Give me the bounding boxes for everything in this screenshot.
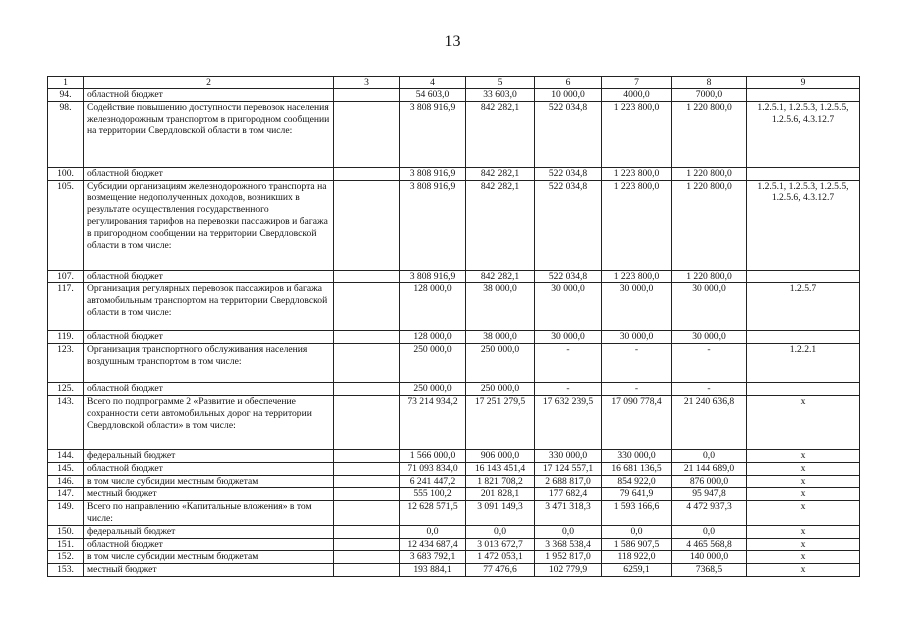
row-number-cell: 107. (48, 270, 84, 283)
amount-cell: 1 952 817,0 (535, 551, 602, 564)
empty-cell (334, 488, 400, 501)
table-row (48, 564, 860, 577)
column-header: 2 (84, 77, 334, 89)
table-row (48, 395, 860, 449)
row-name-cell: Всего по подпрограмме 2 «Развитие и обеспечение сохранности сети автомобильных дорог на территории Свердловской области» в том числе: (84, 395, 334, 449)
amount-cell: 7000,0 (672, 89, 747, 102)
amount-cell: 3 091 149,3 (466, 501, 535, 526)
row-number-cell: 123. (48, 344, 84, 383)
column-header: 6 (535, 77, 602, 89)
row-number-cell: 119. (48, 331, 84, 344)
empty-cell (334, 101, 400, 167)
amount-cell: 522 034,8 (535, 167, 602, 180)
row-number-cell: 98. (48, 101, 84, 167)
amount-cell: 17 124 557,1 (535, 462, 602, 475)
empty-cell (334, 331, 400, 344)
empty-cell (334, 564, 400, 577)
empty-cell (334, 344, 400, 383)
amount-cell: 128 000,0 (400, 331, 466, 344)
amount-cell: 3 013 672,7 (466, 538, 535, 551)
amount-cell: 16 681 136,5 (602, 462, 672, 475)
amount-cell: 250 000,0 (400, 344, 466, 383)
column-header: 3 (334, 77, 400, 89)
amount-cell: 842 282,1 (466, 270, 535, 283)
table-row (48, 383, 860, 396)
target-indicator-cell (747, 383, 860, 396)
empty-cell (334, 283, 400, 331)
row-name-cell: областной бюджет (84, 383, 334, 396)
target-indicator-cell: 1.2.5.7 (747, 283, 860, 331)
row-number-cell: 145. (48, 462, 84, 475)
table-row (48, 101, 860, 167)
empty-cell (334, 475, 400, 488)
amount-cell: 330 000,0 (602, 449, 672, 462)
column-header: 1 (48, 77, 84, 89)
page-number: 13 (444, 33, 461, 50)
target-indicator-cell (747, 270, 860, 283)
amount-cell: 250 000,0 (466, 344, 535, 383)
row-name-cell: Содействие повышению доступности перевозок населения железнодорожным транспортом в пригородном сообщении на территории Свердловской области в том числе: (84, 101, 334, 167)
empty-cell (334, 383, 400, 396)
amount-cell: 1 586 907,5 (602, 538, 672, 551)
amount-cell: 3 471 318,3 (535, 501, 602, 526)
amount-cell: 17 090 778,4 (602, 395, 672, 449)
row-number-cell: 152. (48, 551, 84, 564)
amount-cell: 177 682,4 (535, 488, 602, 501)
amount-cell: 1 220 800,0 (672, 270, 747, 283)
amount-cell: 7368,5 (672, 564, 747, 577)
amount-cell: 1 223 800,0 (602, 167, 672, 180)
table-row (48, 462, 860, 475)
amount-cell: 3 368 538,4 (535, 538, 602, 551)
amount-cell: 6259,1 (602, 564, 672, 577)
column-header: 5 (466, 77, 535, 89)
table-row (48, 180, 860, 270)
amount-cell: 1 220 800,0 (672, 167, 747, 180)
amount-cell: 0,0 (672, 525, 747, 538)
amount-cell: 0,0 (400, 525, 466, 538)
amount-cell: 30 000,0 (535, 283, 602, 331)
amount-cell: 30 000,0 (602, 331, 672, 344)
table-row (48, 270, 860, 283)
table-header-row (48, 77, 860, 89)
target-indicator-cell: x (747, 462, 860, 475)
row-number-cell: 153. (48, 564, 84, 577)
target-indicator-cell: x (747, 525, 860, 538)
empty-cell (334, 449, 400, 462)
row-number-cell: 146. (48, 475, 84, 488)
row-number-cell: 125. (48, 383, 84, 396)
empty-cell (334, 501, 400, 526)
amount-cell: 1 220 800,0 (672, 101, 747, 167)
target-indicator-cell: x (747, 538, 860, 551)
amount-cell: 102 779,9 (535, 564, 602, 577)
amount-cell: 906 000,0 (466, 449, 535, 462)
empty-cell (334, 167, 400, 180)
amount-cell: 4 465 568,8 (672, 538, 747, 551)
row-name-cell: в том числе субсидии местным бюджетам (84, 475, 334, 488)
table-row (48, 501, 860, 526)
row-number-cell: 117. (48, 283, 84, 331)
amount-cell: 1 566 000,0 (400, 449, 466, 462)
target-indicator-cell: x (747, 501, 860, 526)
empty-cell (334, 551, 400, 564)
amount-cell: 1 821 708,2 (466, 475, 535, 488)
amount-cell: 21 144 689,0 (672, 462, 747, 475)
amount-cell: 842 282,1 (466, 101, 535, 167)
row-name-cell: федеральный бюджет (84, 525, 334, 538)
amount-cell: 330 000,0 (535, 449, 602, 462)
amount-cell: 17 632 239,5 (535, 395, 602, 449)
row-number-cell: 150. (48, 525, 84, 538)
table-row (48, 89, 860, 102)
column-header: 4 (400, 77, 466, 89)
empty-cell (334, 180, 400, 270)
amount-cell: 1 220 800,0 (672, 180, 747, 270)
amount-cell: 0,0 (672, 449, 747, 462)
amount-cell: 30 000,0 (672, 331, 747, 344)
table-row (48, 283, 860, 331)
target-indicator-cell: x (747, 475, 860, 488)
target-indicator-cell: x (747, 395, 860, 449)
amount-cell: 6 241 447,2 (400, 475, 466, 488)
amount-cell: 0,0 (466, 525, 535, 538)
amount-cell: - (602, 344, 672, 383)
row-number-cell: 105. (48, 180, 84, 270)
row-name-cell: местный бюджет (84, 488, 334, 501)
row-number-cell: 151. (48, 538, 84, 551)
amount-cell: 38 000,0 (466, 283, 535, 331)
row-name-cell: Организация транспортного обслуживания населения воздушным транспортом в том числе: (84, 344, 334, 383)
row-name-cell: Всего по направлению «Капитальные вложения» в том числе: (84, 501, 334, 526)
amount-cell: - (535, 383, 602, 396)
amount-cell: 30 000,0 (672, 283, 747, 331)
amount-cell: 12 628 571,5 (400, 501, 466, 526)
table-row (48, 475, 860, 488)
amount-cell: 555 100,2 (400, 488, 466, 501)
amount-cell: 522 034,8 (535, 270, 602, 283)
amount-cell: 842 282,1 (466, 180, 535, 270)
amount-cell: 16 143 451,4 (466, 462, 535, 475)
row-name-cell: Субсидии организациям железнодорожного транспорта на возмещение недополученных доходов, возникших в результате осуществления государственного регулирования тарифов на перевозки пассажиров и багажа в пригородном сообщении на территории Свердловской области в том числе: (84, 180, 334, 270)
amount-cell: 140 000,0 (672, 551, 747, 564)
target-indicator-cell: 1.2.5.1, 1.2.5.3, 1.2.5.5, 1.2.5.6, 4.3.12.7 (747, 101, 860, 167)
amount-cell: 38 000,0 (466, 331, 535, 344)
row-number-cell: 149. (48, 501, 84, 526)
amount-cell: 30 000,0 (535, 331, 602, 344)
amount-cell: 4000,0 (602, 89, 672, 102)
amount-cell: 1 472 053,1 (466, 551, 535, 564)
amount-cell: 4 472 937,3 (672, 501, 747, 526)
row-number-cell: 100. (48, 167, 84, 180)
amount-cell: 3 808 916,9 (400, 270, 466, 283)
table-row (48, 344, 860, 383)
amount-cell: 95 947,8 (672, 488, 747, 501)
row-name-cell: Организация регулярных перевозок пассажиров и багажа автомобильным транспортом на территории Свердловской области в том числе: (84, 283, 334, 331)
empty-cell (334, 89, 400, 102)
amount-cell: 128 000,0 (400, 283, 466, 331)
table-row (48, 538, 860, 551)
empty-cell (334, 538, 400, 551)
amount-cell: 876 000,0 (672, 475, 747, 488)
amount-cell: 1 223 800,0 (602, 101, 672, 167)
amount-cell: 21 240 636,8 (672, 395, 747, 449)
row-name-cell: областной бюджет (84, 538, 334, 551)
amount-cell: 33 603,0 (466, 89, 535, 102)
amount-cell: 3 808 916,9 (400, 101, 466, 167)
row-name-cell: местный бюджет (84, 564, 334, 577)
row-name-cell: областной бюджет (84, 89, 334, 102)
target-indicator-cell (747, 167, 860, 180)
amount-cell: 3 683 792,1 (400, 551, 466, 564)
empty-cell (334, 462, 400, 475)
amount-cell: 3 808 916,9 (400, 167, 466, 180)
amount-cell: 250 000,0 (400, 383, 466, 396)
table-row (48, 331, 860, 344)
row-name-cell: областной бюджет (84, 331, 334, 344)
empty-cell (334, 525, 400, 538)
empty-cell (334, 395, 400, 449)
amount-cell: 10 000,0 (535, 89, 602, 102)
row-number-cell: 147. (48, 488, 84, 501)
target-indicator-cell (747, 331, 860, 344)
amount-cell: 118 922,0 (602, 551, 672, 564)
amount-cell: 71 093 834,0 (400, 462, 466, 475)
amount-cell: 854 922,0 (602, 475, 672, 488)
amount-cell: - (535, 344, 602, 383)
amount-cell: 0,0 (602, 525, 672, 538)
amount-cell: 522 034,8 (535, 101, 602, 167)
row-name-cell: в том числе субсидии местным бюджетам (84, 551, 334, 564)
amount-cell: 12 434 687,4 (400, 538, 466, 551)
amount-cell: 3 808 916,9 (400, 180, 466, 270)
amount-cell: 73 214 934,2 (400, 395, 466, 449)
row-name-cell: областной бюджет (84, 270, 334, 283)
row-name-cell: федеральный бюджет (84, 449, 334, 462)
target-indicator-cell: 1.2.2.1 (747, 344, 860, 383)
amount-cell: 1 593 166,6 (602, 501, 672, 526)
row-name-cell: областной бюджет (84, 167, 334, 180)
amount-cell: - (602, 383, 672, 396)
empty-cell (334, 270, 400, 283)
amount-cell: 1 223 800,0 (602, 270, 672, 283)
table-row (48, 551, 860, 564)
column-header: 8 (672, 77, 747, 89)
column-header: 9 (747, 77, 860, 89)
row-name-cell: областной бюджет (84, 462, 334, 475)
row-number-cell: 94. (48, 89, 84, 102)
target-indicator-cell: x (747, 488, 860, 501)
amount-cell: 0,0 (535, 525, 602, 538)
row-number-cell: 143. (48, 395, 84, 449)
amount-cell: 201 828,1 (466, 488, 535, 501)
target-indicator-cell: 1.2.5.1, 1.2.5.3, 1.2.5.5, 1.2.5.6, 4.3.12.7 (747, 180, 860, 270)
amount-cell: - (672, 344, 747, 383)
table-row (48, 488, 860, 501)
amount-cell: 250 000,0 (466, 383, 535, 396)
target-indicator-cell: x (747, 551, 860, 564)
amount-cell: 842 282,1 (466, 167, 535, 180)
table-row (48, 449, 860, 462)
amount-cell: 77 476,6 (466, 564, 535, 577)
amount-cell: 2 688 817,0 (535, 475, 602, 488)
amount-cell: 193 884,1 (400, 564, 466, 577)
amount-cell: 54 603,0 (400, 89, 466, 102)
target-indicator-cell: x (747, 564, 860, 577)
target-indicator-cell: x (747, 449, 860, 462)
amount-cell: 30 000,0 (602, 283, 672, 331)
budget-table (47, 76, 860, 577)
table-row (48, 167, 860, 180)
column-header: 7 (602, 77, 672, 89)
target-indicator-cell (747, 89, 860, 102)
amount-cell: 522 034,8 (535, 180, 602, 270)
table-row (48, 525, 860, 538)
amount-cell: 1 223 800,0 (602, 180, 672, 270)
amount-cell: - (672, 383, 747, 396)
row-number-cell: 144. (48, 449, 84, 462)
amount-cell: 17 251 279,5 (466, 395, 535, 449)
amount-cell: 79 641,9 (602, 488, 672, 501)
